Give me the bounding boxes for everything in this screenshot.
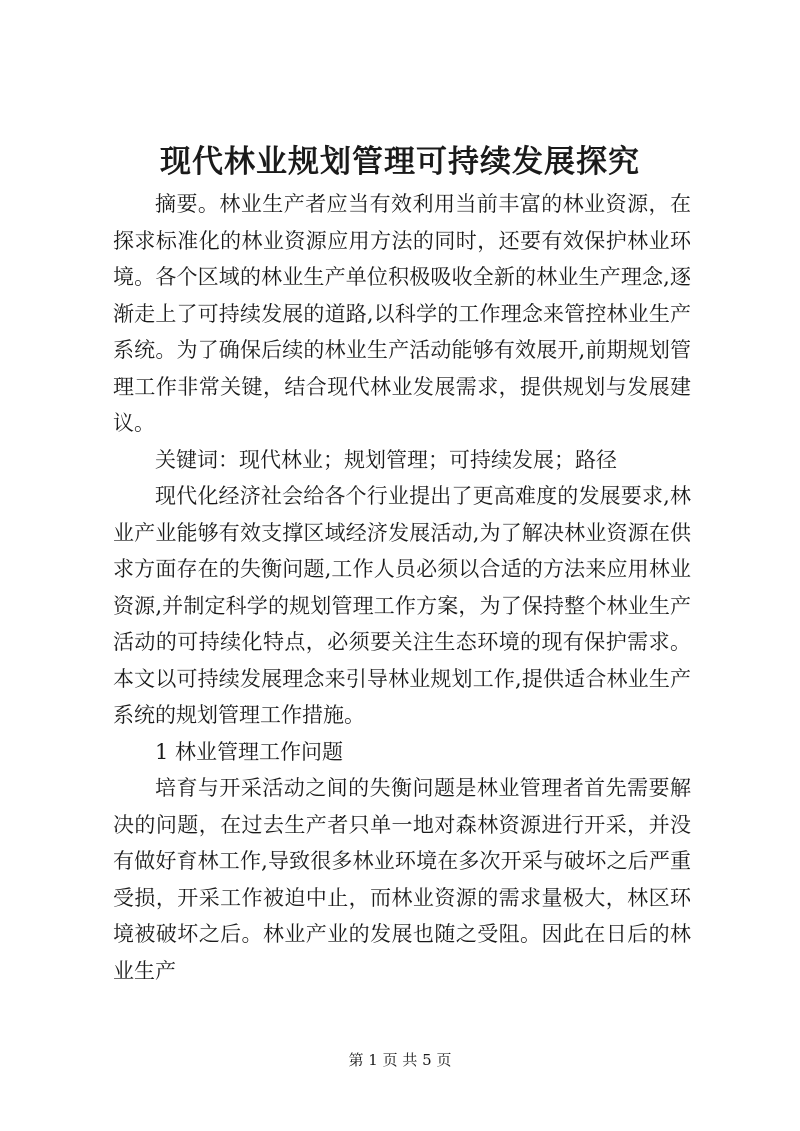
document-body: [113, 186, 691, 989]
abstract-paragraph: 摘要。林业生产者应当有效利用当前丰富的林业资源，在探求标准化的林业资源应用方法的同时，还要有效保护林业环境。各个区域的林业生产单位积极吸收全新的林业生产理念,逐渐走上了可持续发展的道路,以科学的工作理念来管控林业生产系统。为了确保后续的林业生产活动能够有效展开,前期规划管理工作非常关键，结合现代林业发展需求，提供规划与发展建议。: [113, 192, 691, 435]
document-title: 现代林业规划管理可持续发展探究: [160, 144, 640, 180]
intro-paragraph: 现代化经济社会给各个行业提出了更高难度的发展要求,林业产业能够有效支撑区域经济发展活动,为了解决林业资源在供求方面存在的失衡问题,工作人员必须以合适的方法来应用林业资源,并制定科学的规划管理工作方案，为了保持整个林业生产活动的可持续化特点，必须要关注生态环境的现有保护需求。本文以可持续发展理念来引导林业规划工作,提供适合林业生产系统的规划管理工作措施。: [113, 484, 691, 727]
keywords-paragraph: 关键词：现代林业；规划管理；可持续发展；路径: [155, 447, 617, 472]
section-paragraph: 培育与开采活动之间的失衡问题是林业管理者首先需要解决的问题，在过去生产者只单一地对森林资源进行开采，并没有做好育林工作,导致很多林业环境在多次开采与破坏之后严重受损，开采工作被迫中止，而林业资源的需求量极大，林区环境被破坏之后。林业产业的发展也随之受阻。因此在日后的林业生产: [113, 776, 691, 983]
section-heading: 1 林业管理工作问题: [155, 739, 344, 764]
page-footer: 第 1 页 共 5 页: [348, 1051, 452, 1069]
